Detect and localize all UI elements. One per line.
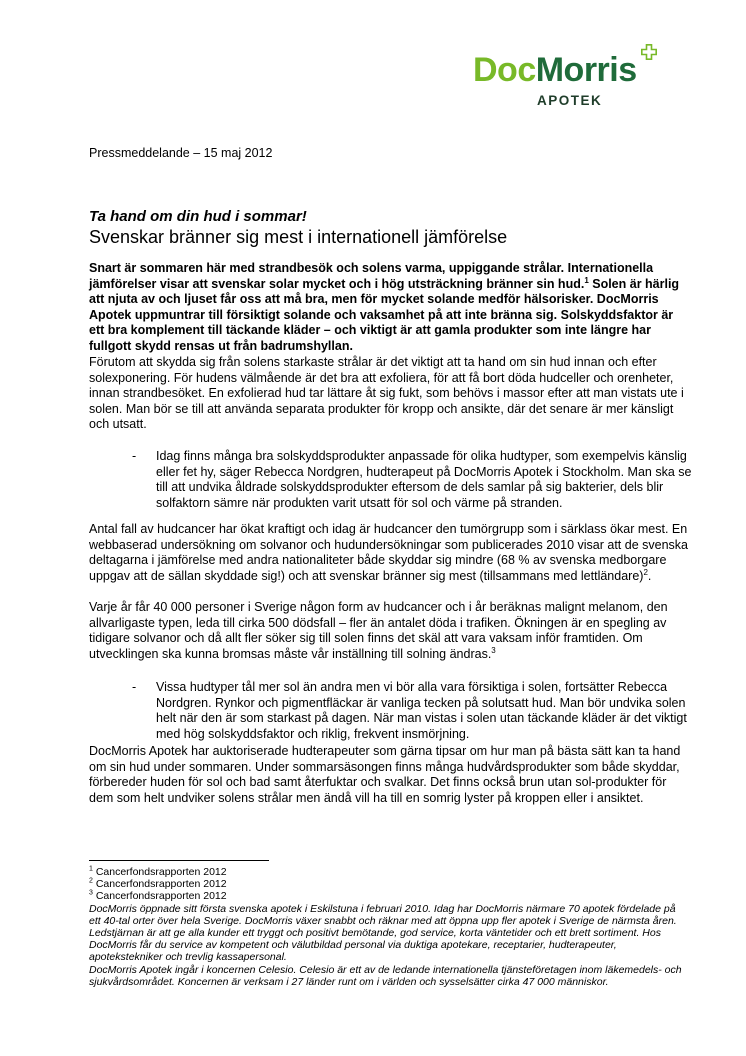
about-docmorris: DocMorris öppnade sitt första svenska apotek i Eskilstuna i februari 2010. Idag har DocMorris närmare 70 apotek fördelade på ett 40-tal orter över hela Sverige. DocMorris växer snabbt och räknar med att öppna upp fler apotek i Sverige de närmsta åren. Ledstjärnan är att ge alla kunder ett tryggt och positivt bemötande, god service, korta väntetider och ett brett sortiment. Hos DocMorris får du service av kompetent och välutbildad personal via duktiga apotekare, receptarier, hudterapeuter, apotekstekniker och trevlig kassapersonal. [89, 902, 677, 964]
plus-cross-icon [641, 44, 657, 60]
paragraph-2-end: . [647, 568, 652, 583]
footnote-number: 3 [89, 889, 93, 897]
lead-text-1: Snart är sommaren här med strandbesök och solens varma, uppiggande strålar. Internationella jämförelser visar att svenskar solar mycket och i hög utsträckning bränner sin hud. [89, 261, 654, 291]
quote-1-text: Idag finns många bra solskyddsprodukter anpassade för olika hudtyper, som exempelvis känslig eller fet hy, säger Rebecca Nordgren, hudterapeut på DocMorris Apotek i Stockholm. Man ska se till att undvika åldrade solskyddsprodukter eftersom de dels samlar på sig bakterier, dels blir solfaktorn sämre när produkten varit utsatt för sol och värme på stranden. [156, 449, 692, 510]
body-paragraph-4 [89, 744, 689, 806]
quote-bullet-1 [132, 449, 692, 511]
logo-wordmark [473, 53, 637, 87]
footnote-3 [89, 890, 689, 902]
footnote-number: 1 [89, 865, 93, 873]
docmorris-logo [473, 44, 678, 114]
quote-2-text: Vissa hudtyper tål mer sol än andra men vi bör alla vara försiktiga i solen, fortsätter Rebecca Nordgren. Rynkor och pigmentfläckar är vanliga tecken på solutsatt hud. Man bör undvika solen helt när den är som starkast på dagen. När man vistas i solen utan täckande kläder är det viktigt med hög solskyddsfaktor och riklig, frekvent insmörjning. [156, 680, 687, 741]
paragraph-3-text: Varje år får 40 000 personer i Sverige någon form av hudcancer och i år beräknas malignt melanom, den allvarligaste typen, leda till cirka 500 dödsfall – fler än antalet döda i trafiken. Ökningen är en spegling av tidigare solvanor och då allt fler söker sig till solen finns det skäl att vara vaksam inför framtiden. Om utvecklingen ska kunna bromsas måste vår inställning till solning ändras. [89, 600, 668, 661]
headline: Ta hand om din hud i sommar! [89, 208, 307, 225]
body-paragraph-2 [89, 522, 689, 584]
logo-doc: Doc [473, 51, 536, 89]
footnote-2 [89, 878, 689, 890]
logo-subtitle: APOTEK [537, 93, 603, 108]
body-paragraph-3 [89, 600, 689, 662]
footnote-text: Cancerfondsrapporten 2012 [92, 866, 227, 878]
footnote-text: Cancerfondsrapporten 2012 [92, 890, 227, 903]
footnote-ref-2: 2 [643, 567, 648, 577]
bullet-dash: - [132, 680, 137, 694]
footnote-number: 2 [89, 877, 93, 885]
footnotes [89, 866, 689, 988]
logo-morris: Morris [535, 51, 637, 89]
paragraph-2-text: Antal fall av hudcancer har ökat kraftigt och idag är hudcancer den tumörgrupp som i särklass ökar mest. En webbaserad undersökning om solvanor och hudundersökningar som publicerades 2010 visar att de svenska deltagarna i jämförelse med andra nationaliteter både skyddar sig mindre (68 % av svenska medborgare uppgav att de sällan skyddade sig!) och att svenskar bränner sig mest (tillsammans med lettländare) [89, 522, 688, 583]
footnote-ref-3: 3 [491, 645, 496, 655]
footnote-divider [89, 860, 269, 861]
paragraph-4-text: DocMorris Apotek har auktoriserade hudterapeuter som gärna tipsar om hur man på bästa sätt kan ta hand om sin hud under sommaren. Under sommarsäsongen finns många hudvårdsprodukter som både skyddar, förbereder huden för sol och bad samt återfuktar och svalkar. Det finns också brun utan sol-produkter för dem som helt undviker solens strålar men ändå vill ha till en somrig lyster på kroppen eller i ansiktet. [89, 744, 681, 805]
lead-text-2: Solen är härlig att njuta av och ljuset får oss att må bra, men för mycket solande medför hälsorisker. DocMorris Apotek uppmuntrar till försiktigt solande och vaksamhet på att inte bränna sig. Solskyddsfaktor är ett bra komplement till täckande kläder – och viktigt är att gamla produkter som inte längre har fullgott skydd rensas ut från badrumshyllan. [89, 276, 680, 353]
about-celesio: DocMorris Apotek ingår i koncernen Celesio. Celesio är ett av de ledande internationella tjänsteföretagen inom läkemedels- och sjukvårdsområdet. Koncernen är verksam i 27 länder runt om i världen och sysselsätter cirka 47 000 människor. [89, 963, 682, 988]
footnote-text: Cancerfondsrapporten 2012 [92, 878, 227, 891]
bullet-dash: - [132, 449, 137, 463]
quote-bullet-2 [132, 680, 692, 742]
subheadline: Svenskar bränner sig mest i internationell jämförelse [89, 227, 508, 247]
press-release-date: Pressmeddelande – 15 maj 2012 [89, 146, 273, 160]
paragraph-1-text: Förutom att skydda sig från solens starkaste strålar är det viktigt att ta hand om sin hud innan och efter solexponering. För hudens välmående är det bra att exfoliera, för att få bort döda hudceller och orenheter, innan strandbesöket. En exfolierad hud tar lättare åt sig fukt, som behövs i massor efter att man vistats ute i solen. Man bör se till att använda separata produkter för kropp och ansikte, där det senare är mer känsligt och utsatt. [89, 355, 684, 432]
lead-paragraph [89, 261, 689, 355]
body-paragraph-1 [89, 355, 689, 433]
footnote-1 [89, 866, 689, 878]
footnote-ref-1: 1 [584, 275, 589, 285]
